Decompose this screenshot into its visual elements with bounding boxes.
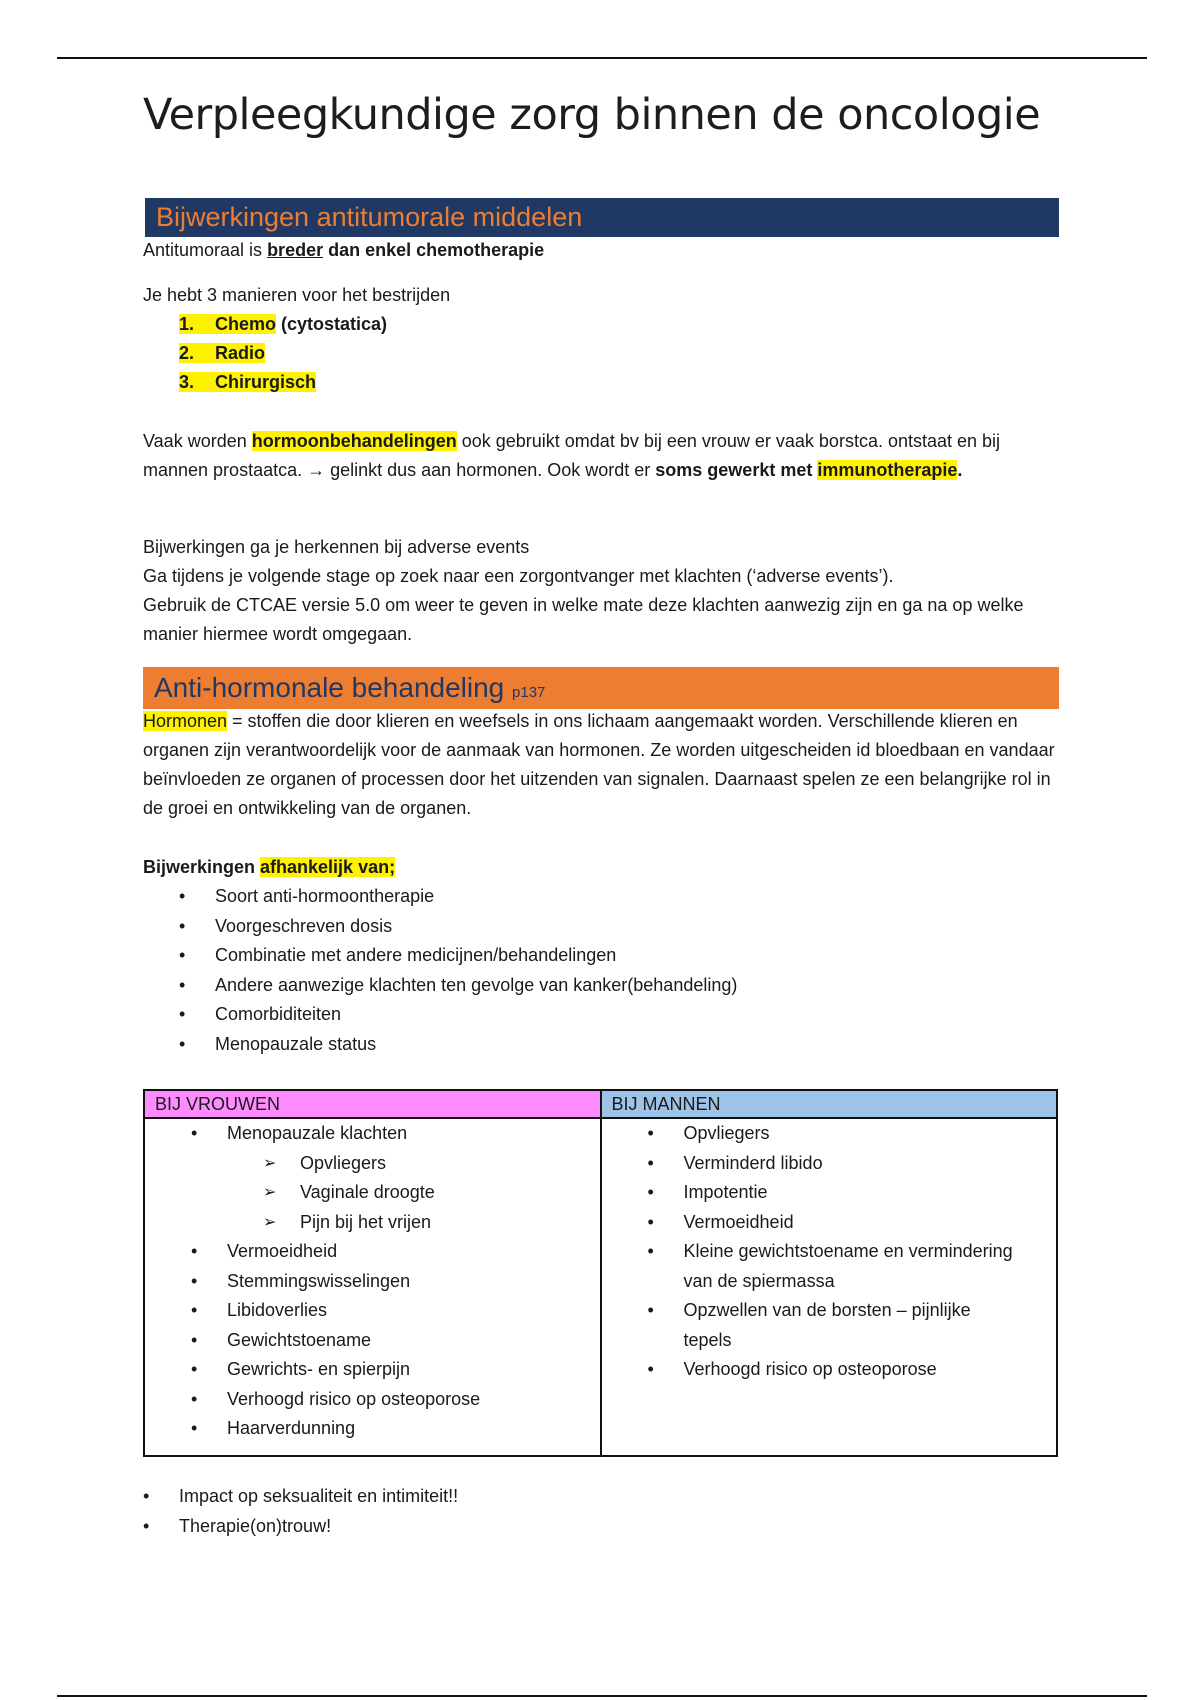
text-line: Bijwerkingen ga je herkennen bij adverse events (143, 537, 530, 557)
hormones-definition: Hormonen = stoffen die door klieren en weefsels in ons lichaam aangemaakt worden. Verschillende klieren en organen zijn verantwoordelijk voor de aanmaak van hormonen. Ze worden uitgescheiden id bloedbaan en vandaar beïnvloeden ze organen of processen door het uitzenden van signalen. Daarnaast spelen ze een belangrijke rol in de groei en ontwikkeling van de organen. (143, 711, 1055, 818)
list-item: • Soort anti-hormoontherapie (143, 882, 1061, 912)
list-item: • Menopauzale status (143, 1030, 1061, 1060)
list-item: • Voorgeschreven dosis (143, 912, 1061, 942)
ways-intro: Je hebt 3 manieren voor het bestrijden (143, 285, 451, 305)
text-line: Ga tijdens je volgende stage op zoek naar een zorgontvanger met klachten (‘adverse events’). (143, 566, 894, 586)
men-header: BIJ MANNEN (601, 1090, 1058, 1118)
adverse-events-paragraph (143, 533, 1061, 649)
table-item: • Opzwellen van de borsten – pijnlijke tepels (602, 1296, 1017, 1355)
table-item: • Kleine gewichtstoename en vermindering van de spiermassa (602, 1237, 1017, 1296)
ways-list (143, 310, 1061, 397)
men-column (601, 1118, 1058, 1456)
table-item: • Stemmingswisselingen (145, 1267, 600, 1297)
women-header: BIJ VROUWEN (144, 1090, 601, 1118)
table-item: • Gewrichts- en spierpijn (145, 1355, 600, 1385)
dependencies-block (143, 853, 1061, 1059)
table-subitem: ➢ Vaginale droogte (145, 1178, 600, 1208)
page-title: Verpleegkundige zorg binnen de oncologie (143, 90, 1041, 140)
table-item: • Menopauzale klachten (145, 1119, 600, 1149)
list-item: • Therapie(on)trouw! (143, 1511, 1061, 1541)
top-rule (57, 57, 1147, 59)
dependencies-list (143, 882, 1061, 1059)
list-item: • Andere aanwezige klachten ten gevolge van kanker(behandeling) (143, 971, 1061, 1001)
women-column (144, 1118, 601, 1456)
dependencies-heading: Bijwerkingen afhankelijk van; (143, 857, 396, 877)
hormone-paragraph: Vaak worden hormoonbehandelingen ook gebruikt omdat bv bij een vrouw er vaak borstca. ontstaat en bij mannen prostaatca. → gelinkt dus aan hormonen. Ook wordt er soms gewerkt met immunotherapie. (143, 431, 1001, 480)
list-item: • Impact op seksualiteit en intimiteit!! (143, 1481, 1061, 1511)
table-item: • Vermoeidheid (602, 1208, 1017, 1238)
list-item: 1. Chemo (cytostatica) (179, 314, 388, 334)
table-subitem: ➢ Pijn bij het vrijen (145, 1208, 600, 1238)
table-item: • Libidoverlies (145, 1296, 600, 1326)
list-item: 2. Radio (179, 343, 266, 363)
closing-notes (143, 1481, 1061, 1541)
list-item: 3. Chirurgisch (179, 372, 317, 392)
section-heading-anti-hormonal: Anti-hormonale behandeling p137 (143, 667, 1059, 709)
table-item: • Opvliegers (602, 1119, 1017, 1149)
table-item: • Verhoogd risico op osteoporose (602, 1355, 1017, 1385)
intro-paragraph: Antitumoraal is breder dan enkel chemotherapie (143, 240, 545, 260)
table-item: • Verminderd libido (602, 1149, 1017, 1179)
table-item: • Haarverdunning (145, 1414, 600, 1444)
table-item: • Impotentie (602, 1178, 1017, 1208)
table-item: • Gewichtstoename (145, 1326, 600, 1356)
side-effects-table (143, 1089, 1058, 1457)
table-item: • Vermoeidheid (145, 1237, 600, 1267)
bottom-rule (57, 1695, 1147, 1697)
table-subitem: ➢ Opvliegers (145, 1149, 600, 1179)
table-item: • Verhoogd risico op osteoporose (145, 1385, 600, 1415)
text-line: Gebruik de CTCAE versie 5.0 om weer te geven in welke mate deze klachten aanwezig zijn en ga na op welke manier hiermee wordt omgegaan. (143, 595, 1024, 644)
list-item: • Comorbiditeiten (143, 1000, 1061, 1030)
treatment-ways (143, 281, 1061, 397)
list-item: • Combinatie met andere medicijnen/behandelingen (143, 941, 1061, 971)
section-heading-side-effects: Bijwerkingen antitumorale middelen (145, 198, 1059, 237)
